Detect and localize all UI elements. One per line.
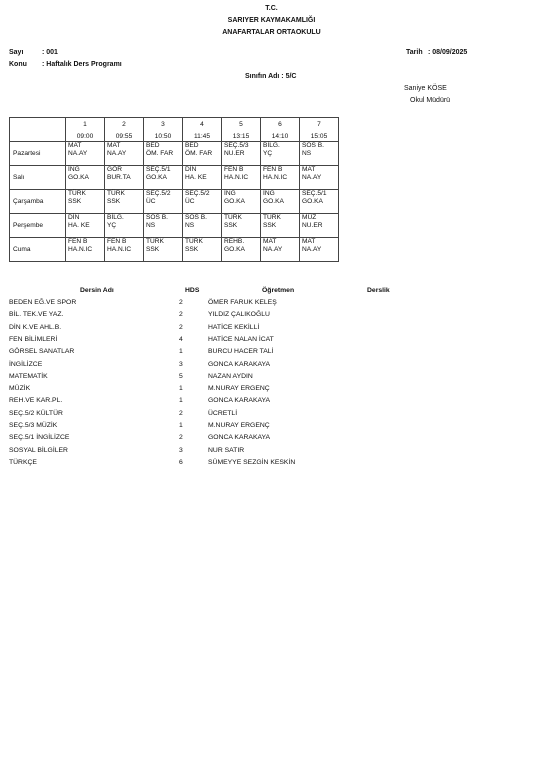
lesson-teacher: HA.N.IC	[107, 246, 132, 253]
lesson-teacher: NA.AY	[107, 150, 127, 157]
period-time: 14:10	[271, 133, 289, 140]
course-name: TÜRKÇE	[9, 458, 37, 466]
period-time: 09:00	[76, 133, 94, 140]
course-name: MATEMATİK	[9, 372, 48, 380]
period-header-row	[10, 118, 339, 142]
lesson-subject: SEÇ.5/3	[224, 142, 249, 149]
day-name: Salı	[10, 166, 66, 190]
course-row	[0, 311, 543, 323]
lesson-subject: SOS B.	[146, 214, 168, 221]
lesson-teacher: NA.AY	[263, 246, 283, 253]
period-header	[261, 118, 300, 142]
lesson-teacher: NU.ER	[224, 150, 245, 157]
course-hds: 2	[179, 409, 183, 417]
lesson-cell	[105, 166, 144, 190]
day-name: Pazartesi	[10, 142, 66, 166]
konu-label: Konu	[9, 61, 27, 68]
col-header-teacher: Öğretmen	[262, 287, 295, 294]
header-school: ANAFARTALAR ORTAOKULU	[222, 29, 321, 36]
course-hds: 2	[179, 311, 183, 319]
course-teacher: ÜCRETLİ	[208, 409, 238, 417]
period-header	[300, 118, 339, 142]
lesson-cell	[222, 238, 261, 262]
course-teacher: GONCA KARAKAYA	[208, 360, 271, 368]
course-name: FEN BİLİMLERİ	[9, 335, 58, 343]
lesson-subject: MAT	[302, 238, 316, 245]
course-teacher: YILDIZ ÇALIKOĞLU	[208, 311, 270, 319]
course-hds: 1	[179, 385, 183, 393]
course-row	[0, 361, 543, 373]
course-row	[0, 385, 543, 397]
lesson-teacher: GO.KA	[224, 246, 245, 253]
day-row	[10, 190, 339, 214]
lesson-cell	[261, 238, 300, 262]
lesson-subject: TÜRK	[263, 214, 281, 221]
lesson-cell	[105, 142, 144, 166]
course-row	[0, 459, 543, 471]
course-teacher: GONCA KARAKAYA	[208, 434, 271, 442]
day-name: Çarşamba	[10, 190, 66, 214]
lesson-teacher: NS	[185, 222, 195, 229]
course-row	[0, 422, 543, 434]
lesson-subject: SEÇ.5/2	[185, 190, 210, 197]
day-row	[10, 142, 339, 166]
lesson-cell	[144, 238, 183, 262]
course-teacher: HATİCE NALAN İCAT	[208, 335, 274, 343]
lesson-subject: TÜRK	[107, 190, 125, 197]
lesson-subject: BİLG.	[263, 142, 280, 149]
lesson-teacher: HA.N.IC	[224, 174, 249, 181]
course-name: BİL. TEK.VE YAZ.	[9, 311, 64, 319]
lesson-teacher: YÇ	[263, 150, 273, 157]
period-number: 4	[200, 121, 204, 128]
col-header-room: Derslik	[367, 287, 390, 294]
course-teacher: M.NURAY ERGENÇ	[208, 422, 270, 429]
course-teacher: BURCU HACER TALİ	[208, 348, 274, 356]
sayi-value: : 001	[42, 49, 58, 56]
lesson-subject: FEN B	[68, 238, 88, 245]
lesson-subject: FEN B	[263, 166, 283, 173]
lesson-subject: TÜRK	[68, 190, 86, 197]
period-time: 10:50	[154, 133, 172, 140]
lesson-cell	[144, 190, 183, 214]
lesson-subject: DİN	[68, 214, 80, 221]
period-header	[66, 118, 105, 142]
period-header	[183, 118, 222, 142]
lesson-cell	[66, 214, 105, 238]
period-time: 15:05	[310, 133, 328, 140]
lesson-teacher: SSK	[68, 198, 82, 205]
course-name: GÖRSEL SANATLAR	[9, 348, 75, 356]
course-row	[0, 324, 543, 336]
lesson-cell	[66, 142, 105, 166]
course-hds: 4	[179, 335, 183, 343]
period-header	[144, 118, 183, 142]
lesson-cell	[300, 214, 339, 238]
course-row	[0, 348, 543, 360]
col-header-course: Dersin Adı	[80, 287, 114, 294]
lesson-subject: İNG	[263, 190, 275, 197]
lesson-teacher: SSK	[263, 222, 277, 229]
lesson-subject: FEN B	[107, 238, 127, 245]
lesson-subject: MAT	[302, 166, 316, 173]
period-time: 11:45	[193, 133, 210, 140]
lesson-subject: TÜRK	[146, 238, 164, 245]
lesson-cell	[144, 142, 183, 166]
lesson-subject: MAT	[263, 238, 277, 245]
period-number: 7	[317, 121, 321, 128]
course-hds: 2	[179, 323, 183, 331]
lesson-teacher: ÖM. FAR	[185, 150, 213, 157]
day-name: Cuma	[10, 238, 66, 262]
course-teacher: GONCA KARAKAYA	[208, 397, 271, 405]
tarih-label: Tarih	[406, 49, 423, 56]
header-tc: T.C.	[265, 5, 278, 12]
course-teacher: SÜMEYYE SEZGİN KESKİN	[208, 458, 296, 466]
period-header	[105, 118, 144, 142]
lesson-cell	[66, 166, 105, 190]
lesson-teacher: SSK	[224, 222, 238, 229]
lesson-cell	[105, 214, 144, 238]
lesson-cell	[222, 214, 261, 238]
lesson-teacher: NU.ER	[302, 222, 323, 229]
tarih-value: : 08/09/2025	[428, 49, 468, 56]
course-name: SEÇ.5/3 MÜZİK	[9, 422, 58, 429]
day-name: Perşembe	[10, 214, 66, 238]
period-number: 2	[122, 121, 126, 128]
period-time: 09:55	[115, 133, 133, 140]
lesson-teacher: HA. KE	[68, 222, 90, 229]
lesson-subject: İNG	[68, 166, 80, 173]
lesson-subject: TÜRK	[185, 238, 203, 245]
course-name: İNGİLİZCE	[9, 360, 43, 368]
lesson-subject: SEÇ.5/2	[146, 190, 171, 197]
lesson-teacher: HA.N.IC	[68, 246, 93, 253]
lesson-subject: İNG	[224, 190, 236, 197]
course-name: SOSYAL BİLGİLER	[9, 446, 68, 454]
day-row	[10, 214, 339, 238]
course-hds: 3	[179, 446, 183, 454]
lesson-cell	[144, 214, 183, 238]
lesson-teacher: SSK	[107, 198, 121, 205]
lesson-subject: SEÇ.5/1	[146, 166, 171, 173]
lesson-subject: BİLG.	[107, 214, 124, 221]
course-hds: 2	[179, 434, 183, 442]
lesson-cell	[183, 142, 222, 166]
course-row	[0, 410, 543, 422]
period-number: 3	[161, 121, 165, 128]
konu-value: : Haftalık Ders Programı	[42, 61, 122, 68]
lesson-subject: FEN B	[224, 166, 244, 173]
period-number: 5	[239, 121, 243, 128]
corner-cell	[10, 118, 66, 142]
lesson-teacher: NS	[146, 222, 156, 229]
course-row	[0, 336, 543, 348]
sayi-label: Sayı	[9, 49, 24, 56]
class-name: Sınıfın Adı : 5/C	[245, 73, 297, 80]
course-name: MÜZİK	[9, 385, 31, 393]
lesson-subject: SEÇ.5/1	[302, 190, 327, 197]
lesson-teacher: BUR.TA	[107, 174, 131, 181]
course-name: SEÇ.5/1 İNGİLİZCE	[9, 434, 70, 442]
course-hds: 3	[179, 360, 183, 368]
lesson-cell	[222, 190, 261, 214]
period-time: 13:15	[232, 133, 250, 140]
course-row	[0, 447, 543, 459]
lesson-cell	[66, 238, 105, 262]
lesson-cell	[183, 166, 222, 190]
course-name: DİN K.VE AHL.B.	[9, 323, 62, 331]
lesson-subject: MAT	[107, 142, 121, 149]
lesson-subject: REHB.	[224, 238, 245, 245]
course-name: REH.VE KAR.PL.	[9, 397, 63, 405]
course-hds: 2	[179, 299, 183, 306]
lesson-subject: SOS B.	[185, 214, 207, 221]
course-row	[0, 434, 543, 446]
lesson-cell	[300, 238, 339, 262]
lesson-subject: MÜZ	[302, 214, 317, 221]
principal-title: Okul Müdürü	[410, 97, 451, 104]
lesson-teacher: GO.KA	[224, 198, 245, 205]
principal-name: Saniye KÖSE	[404, 85, 447, 92]
course-hds: 1	[179, 397, 183, 405]
lesson-teacher: SSK	[185, 246, 199, 253]
lesson-teacher: GO.KA	[302, 198, 323, 205]
course-teacher: NUR SATIR	[208, 446, 245, 454]
lesson-teacher: GO.KA	[263, 198, 284, 205]
lesson-cell	[222, 142, 261, 166]
day-row	[10, 166, 339, 190]
lesson-subject: GÖR	[107, 166, 123, 173]
schedule-table	[9, 117, 339, 262]
lesson-cell	[66, 190, 105, 214]
lesson-subject: BED	[185, 142, 199, 149]
lesson-teacher: GO.KA	[68, 174, 89, 181]
lesson-teacher: GO.KA	[146, 174, 167, 181]
lesson-subject: SOS B.	[302, 142, 324, 149]
lesson-cell	[183, 238, 222, 262]
lesson-subject: BED	[146, 142, 160, 149]
lesson-teacher: NA.AY	[302, 246, 322, 253]
lesson-cell	[105, 238, 144, 262]
course-hds: 1	[179, 348, 183, 356]
lesson-teacher: NA.AY	[68, 150, 88, 157]
course-hds: 5	[179, 372, 183, 380]
lesson-teacher: HA.N.IC	[263, 174, 288, 181]
lesson-subject: MAT	[68, 142, 82, 149]
lesson-subject: TÜRK	[224, 214, 242, 221]
course-teacher: ÖMER FARUK KELEŞ	[208, 299, 277, 306]
course-row	[0, 373, 543, 385]
lesson-cell	[183, 190, 222, 214]
lesson-cell	[261, 166, 300, 190]
lesson-subject: DİN	[185, 166, 197, 173]
lesson-cell	[300, 190, 339, 214]
lesson-cell	[261, 190, 300, 214]
lesson-cell	[261, 214, 300, 238]
course-hds: 6	[179, 458, 183, 466]
course-row	[0, 397, 543, 409]
course-row	[0, 299, 543, 311]
period-header	[222, 118, 261, 142]
header-district: SARIYER KAYMAKAMLIĞI	[227, 17, 316, 24]
lesson-cell	[300, 142, 339, 166]
lesson-teacher: ÖM. FAR	[146, 150, 174, 157]
lesson-teacher: SSK	[146, 246, 160, 253]
col-header-hds: HDS	[185, 287, 200, 294]
lesson-cell	[183, 214, 222, 238]
course-hds: 1	[179, 422, 183, 429]
course-teacher: HATİCE KEKİLLİ	[208, 323, 260, 331]
lesson-teacher: ÜC	[185, 198, 195, 205]
lesson-teacher: YÇ	[107, 222, 117, 229]
lesson-cell	[222, 166, 261, 190]
lesson-teacher: NS	[302, 150, 312, 157]
lesson-teacher: ÜC	[146, 198, 156, 205]
lesson-teacher: NA.AY	[302, 174, 322, 181]
course-name: SEÇ.5/2 KÜLTÜR	[9, 409, 63, 417]
lesson-cell	[144, 166, 183, 190]
lesson-cell	[300, 166, 339, 190]
lesson-cell	[105, 190, 144, 214]
period-number: 1	[83, 121, 87, 128]
course-name: BEDEN EĞ.VE SPOR	[9, 299, 77, 306]
lesson-cell	[261, 142, 300, 166]
course-teacher: M.NURAY ERGENÇ	[208, 385, 270, 393]
lesson-teacher: HA. KE	[185, 174, 207, 181]
day-row	[10, 238, 339, 262]
period-number: 6	[278, 121, 282, 128]
course-teacher: NAZAN AYDIN	[208, 372, 253, 380]
